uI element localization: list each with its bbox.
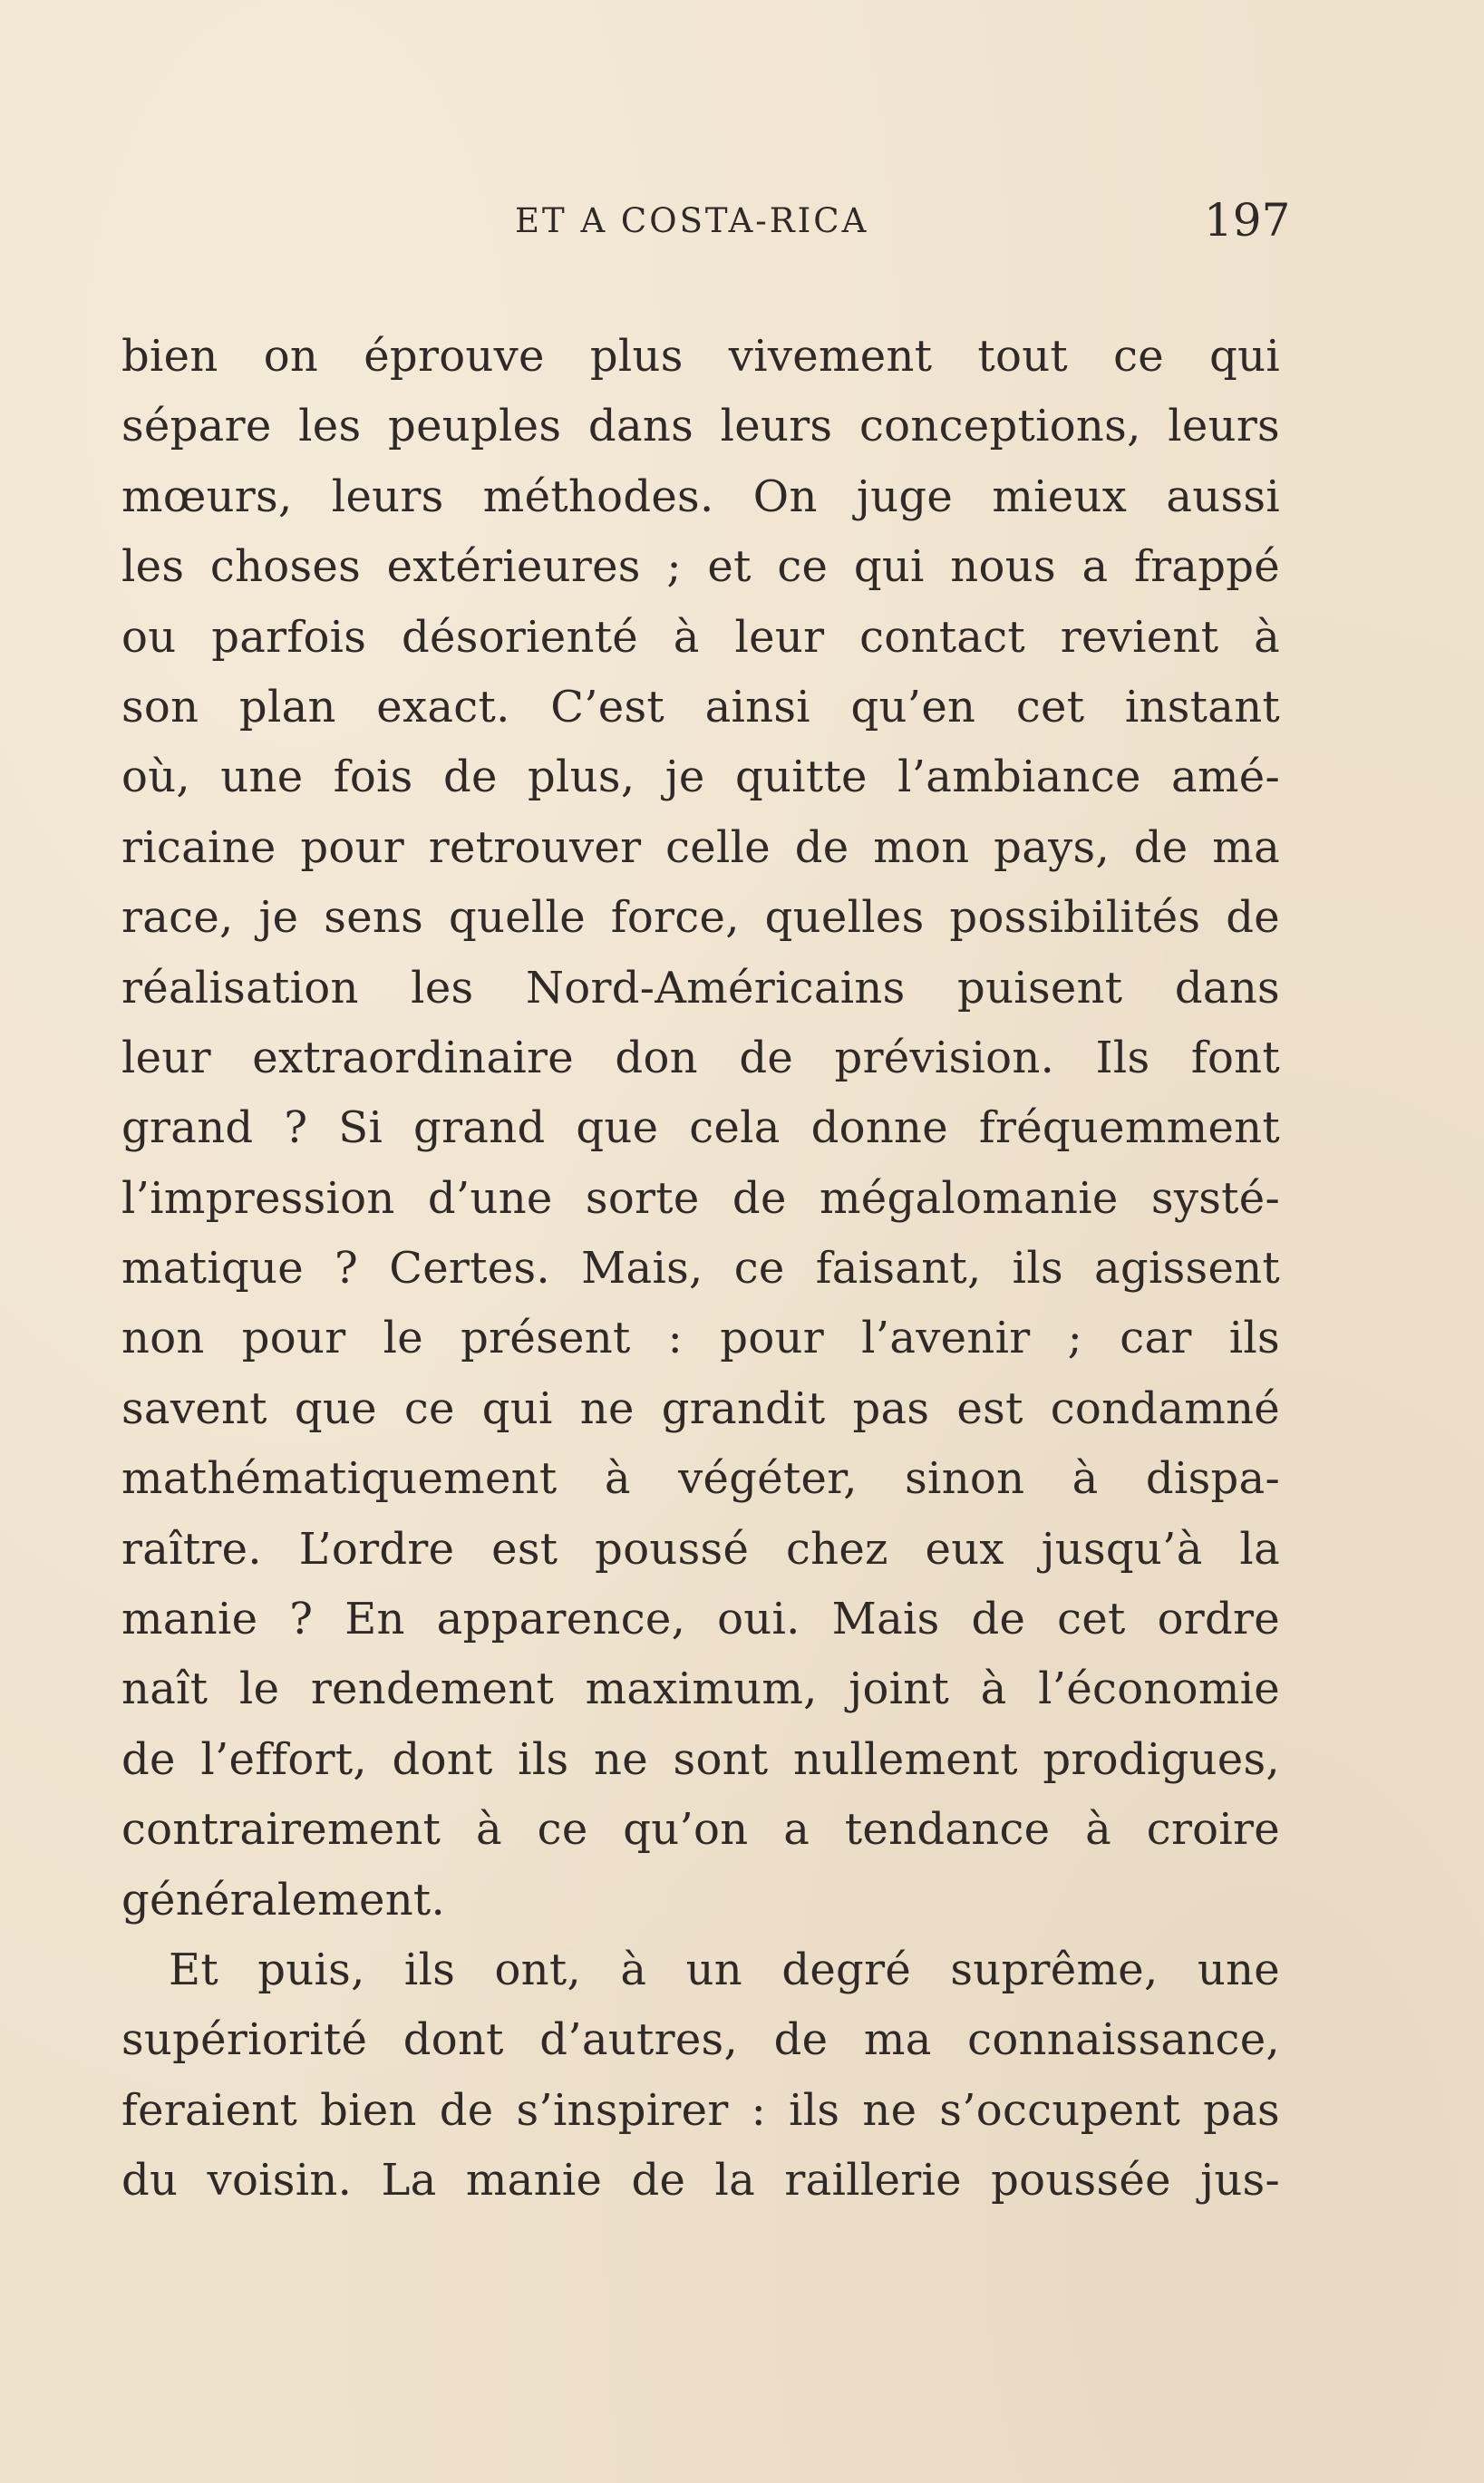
- text-line: son plan exact. C’est ainsi qu’en cet instant: [121, 681, 1280, 732]
- text-line: non pour le présent : pour l’avenir ; car ils: [121, 1313, 1280, 1364]
- text-line: mœurs, leurs méthodes. On juge mieux aussi: [121, 470, 1280, 522]
- text-line: de l’effort, dont ils ne sont nullement prodigues,: [121, 1733, 1280, 1785]
- paragraph-end-line: généralement.: [121, 1874, 446, 1925]
- text-line: leur extraordinaire don de prévision. Ils font: [121, 1032, 1280, 1083]
- text-line: ou parfois désorienté à leur contact revient à: [121, 611, 1280, 663]
- paragraph-start-line: Et puis, ils ont, à un degré suprême, une: [169, 1944, 1280, 1995]
- text-line: manie ? En apparence, oui. Mais de cet ordre: [121, 1594, 1280, 1645]
- text-line: naît le rendement maximum, joint à l’économie: [121, 1663, 1280, 1715]
- text-line: grand ? Si grand que cela donne fréquemment: [121, 1102, 1280, 1154]
- text-line: réalisation les Nord-Américains puisent dans: [121, 962, 1280, 1014]
- text-line: l’impression d’une sorte de mégalomanie systé-: [121, 1172, 1280, 1224]
- text-line: supériorité dont d’autres, de ma connaissance,: [121, 2014, 1280, 2066]
- text-line: du voisin. La manie de la raillerie poussée jus-: [121, 2155, 1280, 2207]
- text-line: sépare les peuples dans leurs conceptions, leurs: [121, 401, 1280, 452]
- text-line: contrairement à ce qu’on a tendance à croire: [121, 1804, 1280, 1856]
- text-line: race, je sens quelle force, quelles possibilités de: [121, 892, 1280, 944]
- text-line: savent que ce qui ne grandit pas est condamné: [121, 1382, 1280, 1434]
- text-line: mathématiquement à végéter, sinon à dispa-: [121, 1453, 1280, 1505]
- text-line: ricaine pour retrouver celle de mon pays, de ma: [121, 821, 1280, 873]
- page-number: 197: [1204, 194, 1291, 247]
- body-text: [121, 322, 1280, 2216]
- text-line: feraient bien de s’inspirer : ils ne s’occupent pas: [121, 2084, 1280, 2136]
- text-line: bien on éprouve plus vivement tout ce qui: [121, 331, 1280, 382]
- text-line: les choses extérieures ; et ce qui nous a frappé: [121, 541, 1280, 593]
- text-line: raître. L’ordre est poussé chez eux jusqu’à la: [121, 1523, 1280, 1575]
- running-head: ET A COSTA-RICA: [515, 201, 869, 240]
- text-line: où, une fois de plus, je quitte l’ambiance amé-: [121, 752, 1280, 803]
- text-line: matique ? Certes. Mais, ce faisant, ils agissent: [121, 1243, 1280, 1295]
